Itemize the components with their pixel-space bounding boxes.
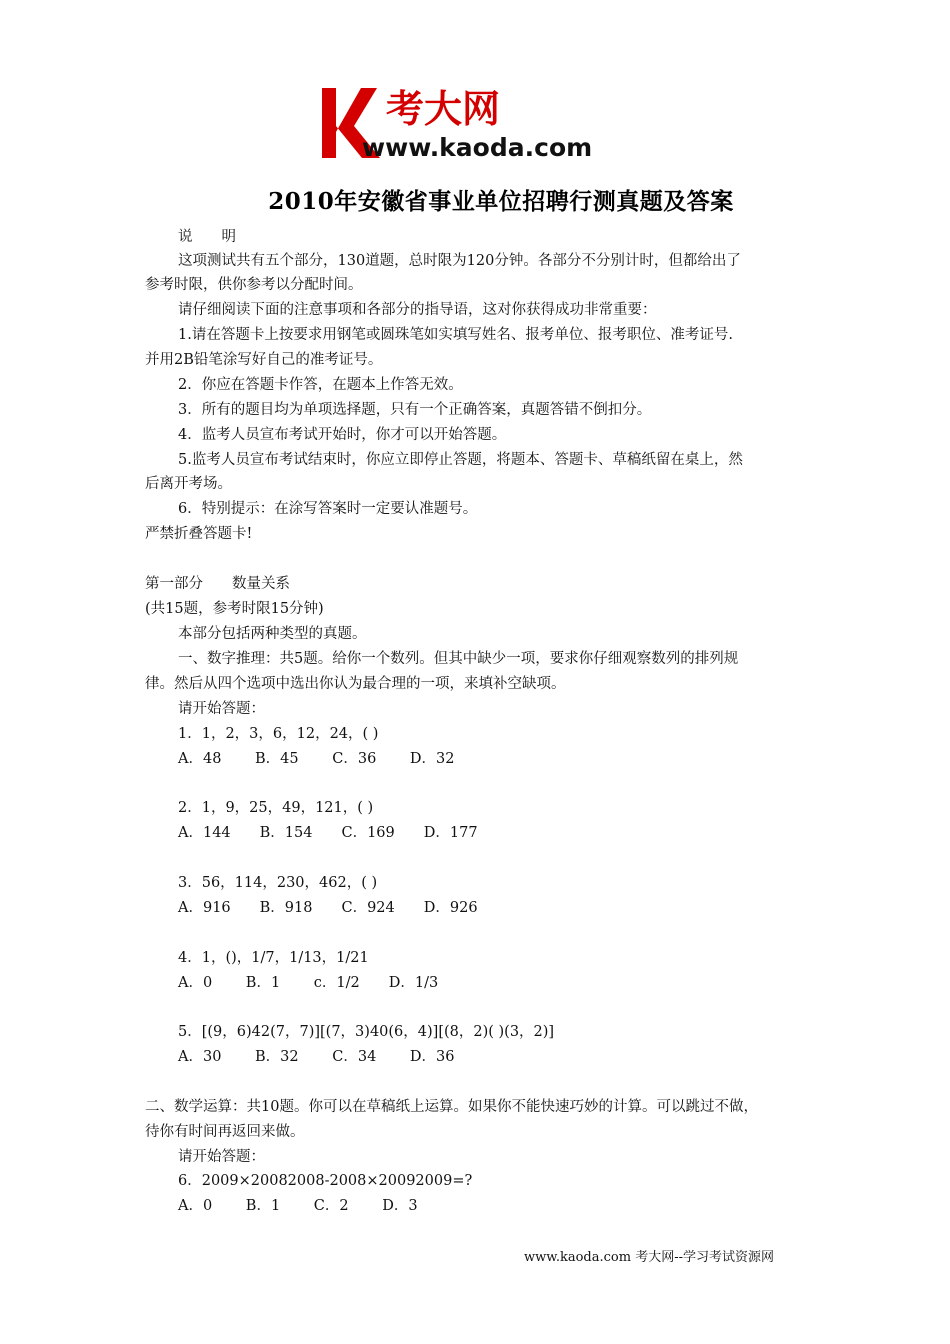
intro-text-2: 请仔细阅读下面的注意事项和各部分的指导语，这对你获得成功非常重要： [178, 302, 657, 318]
rule-1: 1.请在答题卡上按要求用钢笔或圆珠笔如实填写姓名、报考单位、报考职位、准考证号. [178, 327, 733, 343]
question-4: 4．1，()，1/7，1/13，1/21 [178, 950, 369, 966]
logo-brand-cn: 考大网 [386, 89, 501, 131]
document-title: 2010年安徽省事业单位招聘行测真题及答案 [268, 188, 734, 215]
rule-4: 4．监考人员宣布考试开始时，你才可以开始答题。 [178, 427, 507, 443]
logo-brand-url: www.kaoda.com [362, 133, 593, 162]
part-1-intro: 一、数字推理：共5题。给你一个数列。但其中缺少一项，要求你仔细观察数列的排列规 [178, 651, 739, 667]
question-5-options: A．30 B．32 C．34 D．36 [178, 1049, 455, 1065]
rule-5-cont: 后离开考场。 [145, 476, 232, 492]
intro-text-1: 这项测试共有五个部分，130道题，总时限为120分钟。各部分不分别计时，但都给出了 [178, 253, 741, 269]
question-2: 2．1，9，25，49，121，( ) [178, 800, 374, 816]
section-1-limit: (共15题，参考时限15分钟) [145, 601, 324, 617]
question-2-options: A．144 B．154 C．169 D．177 [178, 825, 478, 841]
rule-3: 3．所有的题目均为单项选择题，只有一个正确答案，真题答错不倒扣分。 [178, 402, 652, 418]
section-1-intro: 本部分包括两种类型的真题。 [178, 626, 367, 642]
part-2-intro-cont: 待你有时间再返回来做。 [145, 1124, 305, 1140]
rule-2: 2．你应在答题卡作答，在题本上作答无效。 [178, 377, 463, 393]
kaoda-logo [316, 82, 646, 162]
warning-text: 严禁折叠答题卡! [145, 526, 253, 542]
question-1: 1．1，2，3，6，12，24，( ) [178, 726, 379, 742]
question-4-options: A．0 B．1 c．1/2 D．1/3 [178, 975, 439, 991]
part-2-intro: 二、数学运算：共10题。你可以在草稿纸上运算。如果你不能快速巧妙的计算。可以跳过不做， [145, 1099, 758, 1115]
question-5: 5．[(9，6)42(7，7)][(7，3)40(6，4)][(8，2)( )(3，2)] [178, 1024, 555, 1040]
rule-6: 6．特别提示：在涂写答案时一定要认准题号。 [178, 501, 478, 517]
question-6: 6．2009×20082008-2008×20092009=? [178, 1173, 473, 1189]
question-3-options: A．916 B．918 C．924 D．926 [178, 900, 478, 916]
rule-5: 5.监考人员宣布考试结束时，你应立即停止答题，将题本、答题卡、草稿纸留在桌上，然 [178, 452, 743, 468]
intro-heading: 说 明 [178, 229, 236, 245]
question-3: 3．56，114，230，462，( ) [178, 875, 378, 891]
start-prompt-1: 请开始答题： [178, 701, 265, 717]
start-prompt-2: 请开始答题： [178, 1149, 265, 1165]
intro-text-1-cont: 参考时限，供你参考以分配时间。 [145, 277, 363, 293]
question-1-options: A．48 B．45 C．36 D．32 [178, 751, 455, 767]
page-footer: www.kaoda.com 考大网--学习考试资源网 [524, 1250, 774, 1265]
question-6-options: A．0 B．1 C．2 D．3 [178, 1198, 418, 1214]
rule-1-cont: 并用2B铅笔涂写好自己的准考证号。 [145, 352, 383, 368]
part-1-intro-cont: 律。然后从四个选项中选出你认为最合理的一项，来填补空缺项。 [145, 676, 566, 692]
section-1-heading: 第一部分 数量关系 [145, 576, 290, 592]
